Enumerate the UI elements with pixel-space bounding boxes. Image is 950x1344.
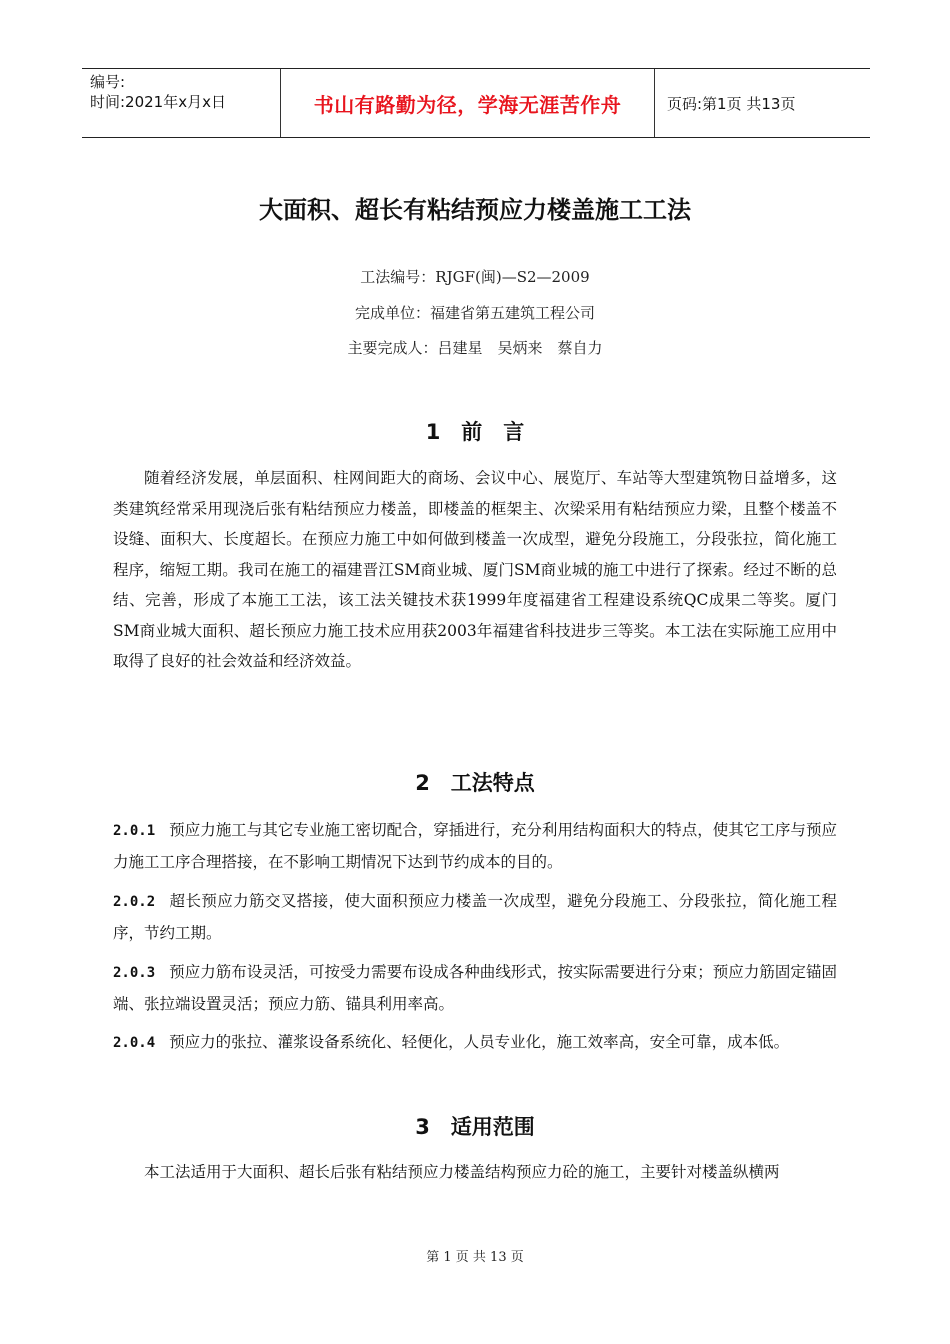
page-header <box>82 68 870 138</box>
header-motto: 书山有路勤为径，学海无涯苦作舟 <box>281 69 655 137</box>
feature-item-number: 2.0.3 <box>113 965 156 981</box>
document-time-label: 时间:2021年x月x日 <box>90 93 226 111</box>
feature-item <box>113 957 837 1019</box>
feature-item-number: 2.0.2 <box>113 894 156 910</box>
header-page-info: 页码:第1页 共13页 <box>667 94 796 113</box>
document-number-label: 编号: <box>90 73 126 91</box>
section-paragraph-foreword: 随着经济发展，单层面积、柱网间距大的商场、会议中心、展览厅、车站等大型建筑物日益增多，这类建筑经常采用现浇后张有粘结预应力楼盖，即楼盖的框架主、次梁采用有粘结预应力梁，且整个楼盖不设缝、面积大、长度超长。在预应力施工中如何做到楼盖一次成型，避免分段施工，分段张拉，简化施工程序，缩短工期。我司在施工的福建晋江SM商业城、厦门SM商业城的施工中进行了探索。经过不断的总结、完善，形成了本施工工法，该工法关键技术获1999年度福建省工程建设系统QC成果二等奖。厦门SM商业城大面积、超长预应力施工技术应用获2003年福建省科技进步三等奖。本工法在实际施工应用中取得了良好的社会效益和经济效益。 <box>113 469 837 670</box>
feature-item-text: 超长预应力筋交叉搭接，使大面积预应力楼盖一次成型，避免分段施工、分段张拉，简化施工程序，节约工期。 <box>113 892 837 942</box>
completing-unit: 完成单位：福建省第五建筑工程公司 <box>354 304 595 322</box>
page-footer: 第 1 页 共 13 页 <box>426 1250 524 1265</box>
header-meta-cell <box>82 69 281 137</box>
feature-item-text: 预应力施工与其它专业施工密切配合，穿插进行，充分利用结构面积大的特点，使其它工序与预应力施工工序合理搭接，在不影响工期情况下达到节约成本的目的。 <box>113 821 837 871</box>
document-title: 大面积、超长有粘结预应力楼盖施工工法 <box>259 196 691 224</box>
feature-item-text: 预应力的张拉、灌浆设备系统化、轻便化，人员专业化，施工效率高，安全可靠，成本低。 <box>169 1033 790 1051</box>
method-code: 工法编号：RJGF(闽)—S2—2009 <box>360 268 590 286</box>
feature-item-number: 2.0.1 <box>113 823 156 839</box>
section-paragraph-scope: 本工法适用于大面积、超长后张有粘结预应力楼盖结构预应力砼的施工，主要针对楼盖纵横两 <box>144 1163 780 1181</box>
feature-item <box>113 886 837 948</box>
section-heading-scope: 3 适用范围 <box>415 1115 535 1139</box>
section-heading-foreword: 1 前 言 <box>425 420 525 444</box>
feature-item-text: 预应力筋布设灵活，可按受力需要布设成各种曲线形式，按实际需要进行分束；预应力筋固定锚固端、张拉端设置灵活；预应力筋、锚具利用率高。 <box>113 963 837 1013</box>
feature-item-number: 2.0.4 <box>113 1035 156 1051</box>
feature-item <box>113 815 837 877</box>
feature-item <box>113 1027 837 1059</box>
section-heading-features: 2 工法特点 <box>415 771 535 795</box>
main-authors: 主要完成人：吕建星 吴炳来 蔡自力 <box>347 339 603 357</box>
